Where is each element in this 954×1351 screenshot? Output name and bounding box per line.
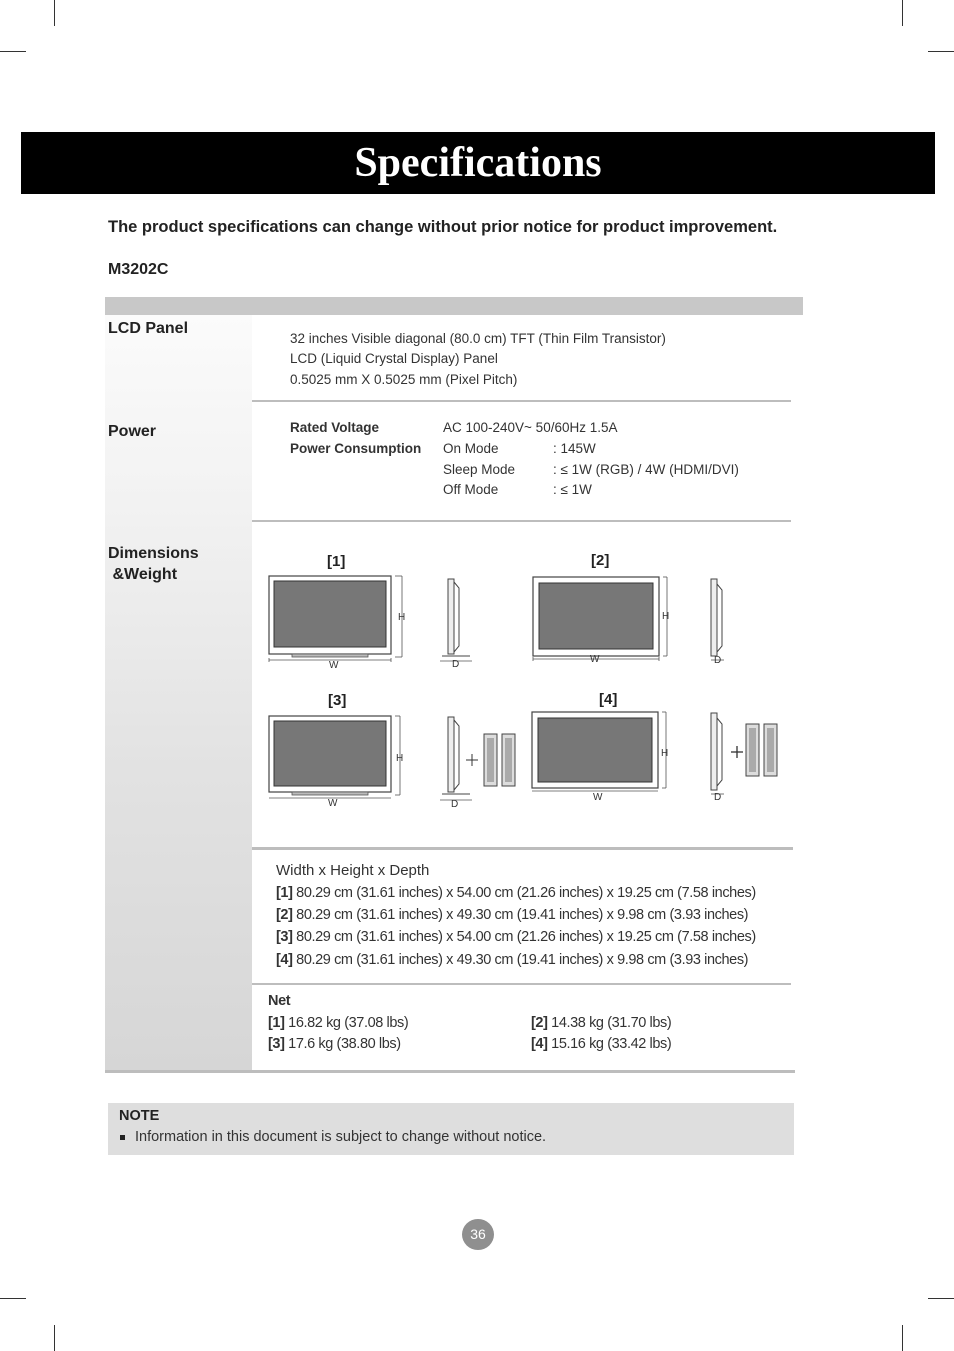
dimensions-label-line: &Weight [108, 566, 178, 583]
weight-row [531, 1015, 671, 1031]
axis-w-label: W [593, 792, 603, 803]
model-name: M3202C [108, 261, 169, 278]
power-mode-value: : 145W [553, 441, 596, 456]
diagram-label-4: [4] [599, 691, 618, 708]
section-divider [252, 400, 791, 402]
note-title: NOTE [119, 1108, 160, 1124]
power-consumption-label: Power Consumption [290, 441, 422, 456]
weight-key: [4] [531, 1036, 548, 1052]
axis-w-label: W [590, 654, 600, 665]
weight-value: 15.16 kg (33.42 lbs) [547, 1036, 672, 1052]
crop-mark [902, 0, 903, 26]
diagram-label-1: [1] [327, 553, 346, 570]
weight-key: [3] [268, 1036, 285, 1052]
diagram-3-front-view [262, 712, 412, 807]
power-mode: On Mode [443, 441, 499, 456]
dimensions-label [108, 543, 199, 585]
weight-value: 16.82 kg (37.08 lbs) [284, 1015, 409, 1031]
note-text: Information in this document is subject to change without notice. [135, 1129, 547, 1145]
crop-mark [54, 1325, 55, 1351]
plus-icon [466, 754, 478, 766]
axis-w-label: W [329, 660, 339, 671]
whd-value: 80.29 cm (31.61 inches) x 49.30 cm (19.41 inches) x 9.98 cm (3.93 inches) [292, 952, 749, 968]
whd-title: Width x Height x Depth [276, 862, 430, 879]
diagram-label-3: [3] [328, 692, 347, 709]
whd-value: 80.29 cm (31.61 inches) x 54.00 cm (21.26 inches) x 19.25 cm (7.58 inches) [292, 885, 756, 901]
whd-key: [3] [276, 929, 293, 945]
crop-mark [928, 51, 954, 52]
speaker-icon [482, 730, 518, 790]
axis-h-label: H [661, 748, 669, 759]
lcd-line: 0.5025 mm X 0.5025 mm (Pixel Pitch) [290, 372, 518, 387]
note-box [108, 1103, 794, 1155]
page-number: 36 [462, 1219, 494, 1250]
axis-d-label: D [714, 655, 722, 666]
crop-mark [0, 51, 26, 52]
diagram-label-2: [2] [591, 552, 610, 569]
rated-voltage-label: Rated Voltage [290, 420, 380, 435]
whd-row [276, 907, 748, 923]
whd-value: 80.29 cm (31.61 inches) x 49.30 cm (19.41 inches) x 9.98 cm (3.93 inches) [292, 907, 749, 923]
power-mode: Sleep Mode [443, 462, 516, 477]
axis-h-label: H [396, 753, 404, 764]
whd-key: [4] [276, 952, 293, 968]
diagram-2-side-view [705, 576, 735, 666]
crop-mark [902, 1325, 903, 1351]
whd-key: [1] [276, 885, 293, 901]
speaker-icon [744, 720, 780, 780]
diagram-1-side-view [440, 576, 480, 666]
dimensions-label-line: Dimensions [108, 545, 199, 562]
weight-row [531, 1036, 671, 1052]
weight-row [268, 1036, 401, 1052]
weight-value: 17.6 kg (38.80 lbs) [284, 1036, 401, 1052]
bullet-icon [120, 1135, 125, 1140]
table-header-bar [105, 297, 803, 315]
whd-row [276, 952, 748, 968]
axis-d-label: D [451, 799, 459, 810]
power-mode-value: : ≤ 1W [553, 482, 592, 497]
axis-d-label: D [714, 792, 722, 803]
lcd-panel-label: LCD Panel [108, 320, 189, 337]
whd-value: 80.29 cm (31.61 inches) x 54.00 cm (21.26 inches) x 19.25 cm (7.58 inches) [292, 929, 756, 945]
crop-mark [928, 1298, 954, 1299]
axis-h-label: H [662, 611, 670, 622]
section-divider [252, 983, 791, 985]
lcd-line: LCD (Liquid Crystal Display) Panel [290, 351, 498, 366]
weight-key: [1] [268, 1015, 285, 1031]
axis-w-label: W [328, 798, 338, 809]
diagram-1-front-view [262, 572, 412, 672]
crop-mark [54, 0, 55, 26]
whd-row [276, 929, 756, 945]
table-bottom-divider [105, 1070, 795, 1073]
page-title: Specifications [21, 132, 935, 194]
axis-h-label: H [398, 612, 406, 623]
power-mode: Off Mode [443, 482, 499, 497]
weight-key: [2] [531, 1015, 548, 1031]
plus-icon [731, 746, 743, 758]
power-label: Power [108, 423, 157, 440]
crop-mark [0, 1298, 26, 1299]
net-title: Net [268, 993, 291, 1009]
diagram-4-front-view [527, 708, 677, 803]
whd-key: [2] [276, 907, 293, 923]
diagram-2-front-view [528, 572, 678, 667]
section-divider [252, 520, 791, 522]
weight-row [268, 1015, 408, 1031]
whd-row [276, 885, 756, 901]
axis-d-label: D [452, 659, 460, 670]
intro-text: The product specifications can change without prior notice for product improvement. [108, 218, 778, 236]
power-mode-value: : ≤ 1W (RGB) / 4W (HDMI/DVI) [553, 462, 739, 477]
lcd-line: 32 inches Visible diagonal (80.0 cm) TFT (Thin Film Transistor) [290, 331, 666, 346]
section-divider [252, 847, 793, 850]
rated-voltage-value: AC 100-240V~ 50/60Hz 1.5A [443, 420, 618, 435]
weight-value: 14.38 kg (31.70 lbs) [547, 1015, 672, 1031]
